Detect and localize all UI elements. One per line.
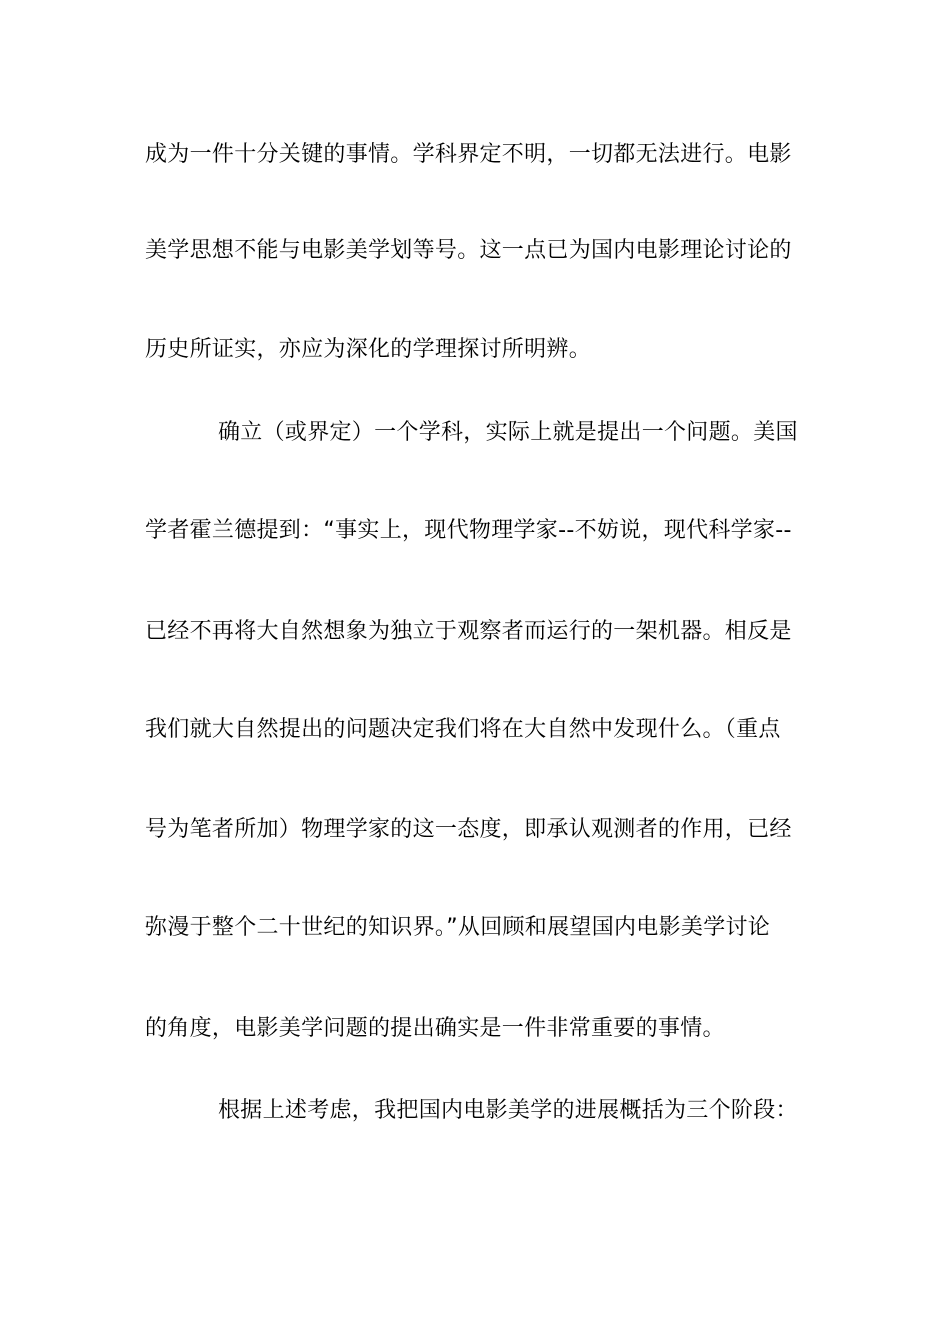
text-line: 已经不再将大自然想象为独立于观察者而运行的一架机器。相反是 [145, 619, 792, 644]
text-line: 学者霍兰德提到：“事实上，现代物理学家--不妨说，现代科学家-- [145, 518, 792, 543]
text-line: 历史所证实，亦应为深化的学理探讨所明辨。 [145, 337, 592, 362]
text-line: 美学思想不能与电影美学划等号。这一点已为国内电影理论讨论的 [145, 238, 792, 263]
text-line: 我们就大自然提出的问题决定我们将在大自然中发现什么。（重点 [145, 717, 781, 742]
paragraph-first-line: 根据上述考虑，我把国内电影美学的进展概括为三个阶段： [218, 1098, 798, 1123]
text-line: 弥漫于整个二十世纪的知识界。”从回顾和展望国内电影美学讨论 [145, 915, 771, 940]
paragraph-first-line: 确立（或界定）一个学科，实际上就是提出一个问题。美国 [218, 420, 798, 445]
text-line: 号为笔者所加）物理学家的这一态度，即承认观测者的作用，已经 [145, 817, 792, 842]
text-line: 的角度，电影美学问题的提出确实是一件非常重要的事情。 [145, 1016, 725, 1041]
text-line: 成为一件十分关键的事情。学科界定不明，一切都无法进行。电影 [145, 142, 792, 167]
